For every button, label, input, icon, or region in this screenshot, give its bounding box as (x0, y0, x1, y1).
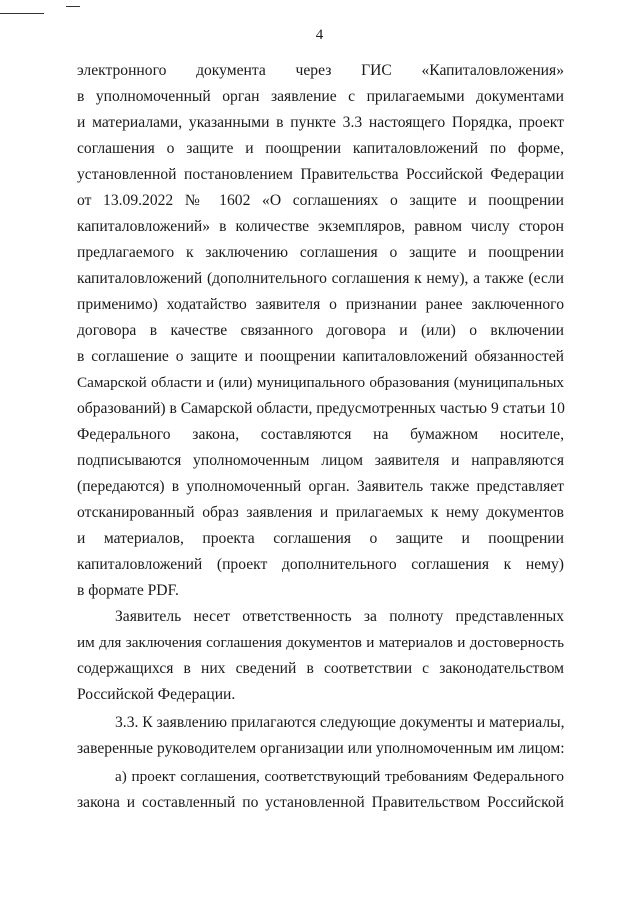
text-line: образований) в Самарской области, предусмотренных частью 9 статьи 10 (77, 400, 565, 417)
text-line: от 13.09.2022 № 1602 «О соглашениях о защите и поощрении (77, 192, 564, 209)
text-line: отсканированный образ заявления и прилагаемых к нему документов (77, 504, 564, 521)
text-line: соглашения о защите и поощрении капиталовложений по форме, (77, 140, 564, 157)
text-line: содержащихся в них сведений в соответствии с законодательством (77, 660, 564, 677)
text-line: Федерального закона, составляются на бумажном носителе, (77, 426, 564, 443)
text-line: и материалами, указанными в пункте 3.3 настоящего Порядка, проект (77, 114, 564, 131)
text-line: в соглашение о защите и поощрении капиталовложений обязанностей (77, 348, 564, 365)
text-line: заверенные руководителем организации или уполномоченным им лицом: (77, 740, 565, 757)
paragraph-first-line: а) проект соглашения, соответствующий требованиям Федерального (115, 768, 564, 785)
text-line: им для заключения соглашения документов и материалов и достоверность (77, 634, 564, 651)
text-line: применимо) ходатайство заявителя о признании ранее заключенного (77, 296, 564, 313)
text-line: установленной постановлением Правительства Российской Федерации (77, 166, 564, 183)
text-line: Российской Федерации. (77, 686, 236, 703)
paragraph-first-line: Заявитель несет ответственность за полноту представленных (115, 608, 564, 625)
text-line: (передаются) в уполномоченный орган. Заявитель также представляет (77, 478, 564, 495)
text-line: подписываются уполномоченным лицом заявителя и направляются (77, 452, 564, 469)
scan-mark-top (66, 6, 80, 7)
text-line: закона и составленный по установленной Правительством Российской (77, 794, 564, 811)
text-line: капиталовложений (проект дополнительного соглашения к нему) (77, 556, 564, 573)
text-line: электронного документа через ГИС «Капиталовложения» (77, 62, 564, 79)
text-line: в уполномоченный орган заявление с прилагаемыми документами (77, 88, 564, 105)
text-line: договора в качестве связанного договора и (или) о включении (77, 322, 564, 339)
text-line: предлагаемого к заключению соглашения о защите и поощрении (77, 244, 564, 261)
paragraph-first-line: 3.3. К заявлению прилагаются следующие документы и материалы, (115, 714, 565, 731)
text-line: капиталовложений (дополнительного соглашения к нему), а также (если (77, 270, 564, 287)
text-line: Самарской области и (или) муниципального образования (муниципальных (77, 374, 564, 391)
page-number: 4 (315, 27, 324, 43)
text-line: капиталовложений» в количестве экземпляров, равном числу сторон (77, 218, 564, 235)
scan-mark-top-left (0, 13, 44, 14)
text-line: в формате PDF. (77, 582, 179, 599)
text-line: и материалов, проекта соглашения о защите и поощрении (77, 530, 564, 547)
